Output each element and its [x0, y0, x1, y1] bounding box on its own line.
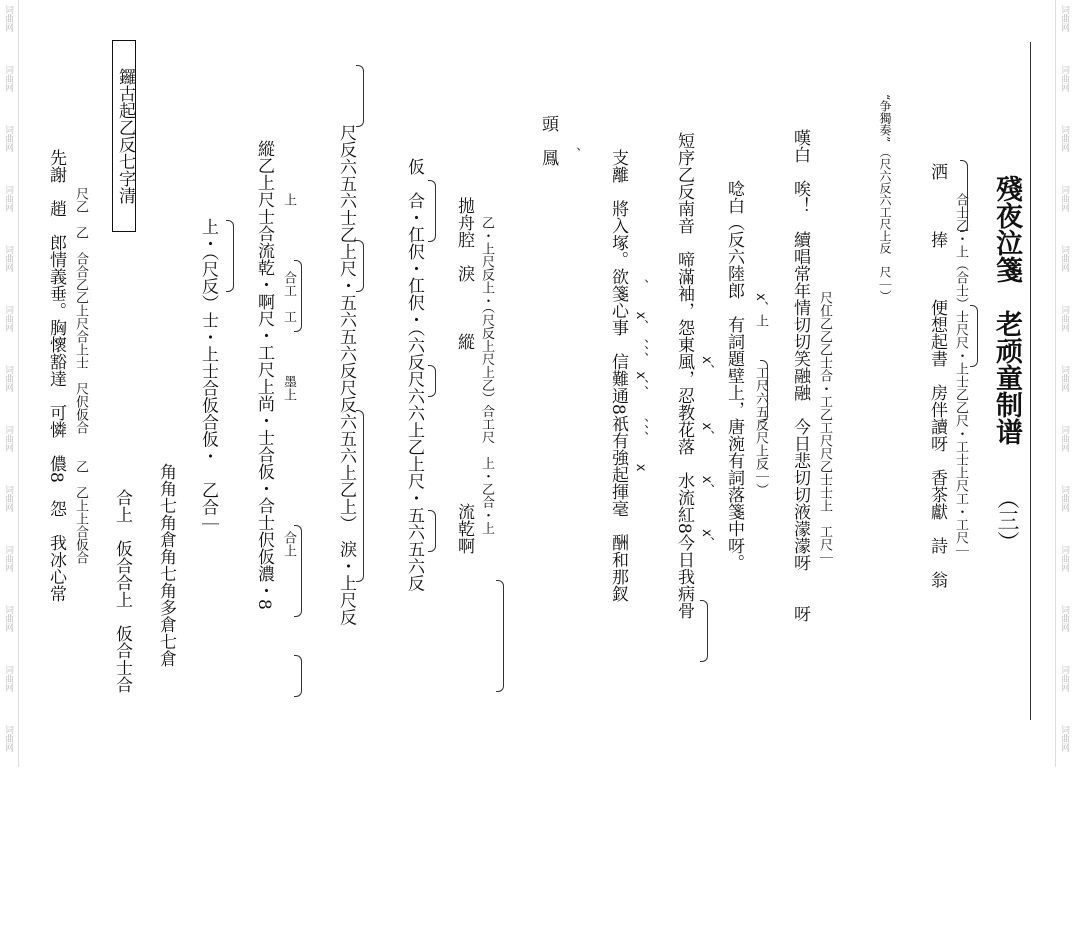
left-margin-strip: 词曲网 词曲网 词曲网 词曲网 词曲网 词曲网 词曲网 词曲网 词曲网 词曲网 词曲网 词曲网 词曲网	[0, 0, 19, 767]
notation-text: 尺乙 乙 合合乙乙上尺合上士 尺伬仮合 乙 乙上上合仮合	[73, 186, 88, 564]
page-title	[990, 110, 1026, 510]
column-text: 鑼古起乙反七字清	[115, 68, 135, 204]
lyric-column-5	[606, 40, 630, 710]
lyric-column-3	[722, 40, 746, 710]
lyric-column-7	[452, 40, 476, 710]
notation-column-10	[276, 40, 296, 710]
notation-text: 尺仜乙乙乙士合・工乙工尺尺乙士士上 工尺｜	[817, 186, 832, 564]
column-text: 唸白（反六陸郎 有詞題壁上，唐涴有詞落箋中呀。	[724, 179, 744, 571]
lyric-column-1	[925, 40, 949, 710]
phrase-bracket	[428, 365, 436, 397]
gongche-text: 角角七角倉角七角多倉七倉	[156, 463, 176, 667]
column-text: 尺反六五六士乙上尺・五六五六反尺反六五六上乙上） 淚・上尺反	[336, 124, 356, 626]
phrase-bracket	[496, 580, 504, 692]
notation-column-6	[560, 40, 580, 240]
title-text: 殘夜泣箋 老顽童制谱	[991, 175, 1022, 445]
notation-column-1	[948, 40, 968, 710]
phrase-bracket	[960, 160, 968, 232]
phrase-bracket	[356, 240, 364, 292]
phrase-bracket	[760, 360, 768, 422]
phrase-bracket	[294, 260, 302, 332]
lyric-column-11	[196, 40, 220, 710]
lyric-column-10	[252, 40, 276, 710]
notation-column-2	[812, 40, 832, 710]
column-text: 先謝 趙 郎情義垂。胸懷豁達 可憐 儂8 怨 我冰心常	[46, 148, 66, 602]
right-margin-strip: 词曲网 词曲网 词曲网 词曲网 词曲网 词曲网 词曲网 词曲网 词曲网 词曲网 词曲网 词曲网 词曲网	[1055, 0, 1074, 767]
column-text: 嘆白 唉！ 續唱常年情切切笑融融 今日悲切切液濛濛呀 呀	[790, 128, 810, 622]
phrase-bracket	[428, 180, 436, 242]
notation-column-5	[628, 40, 648, 710]
notation-column-13	[68, 40, 88, 710]
phrase-bracket	[356, 65, 364, 127]
lyric-column-8	[402, 40, 426, 710]
notation-text: x、上 工尺六五反尺上反｜）	[753, 254, 768, 496]
column-text: 仮 合・仜伬・仜伬・（六反尺六六上乙上尺・五六五六反	[404, 158, 424, 592]
notation-text: 上 合工 工 墨上 合上	[281, 193, 296, 557]
title-rule	[1030, 42, 1031, 720]
prelude-line	[874, 48, 898, 348]
notation-text: 、	[565, 120, 580, 160]
lyric-column-4	[672, 40, 696, 710]
phrase-bracket	[294, 525, 302, 617]
column-text: 頭 鳳	[538, 114, 558, 166]
notation-column-7	[474, 40, 494, 710]
phrase-bracket	[356, 410, 364, 582]
notation-text: 合士乙・上（合士）士尺尺・上士乙乙尺・工士上尺工・工尺｜	[953, 193, 968, 557]
column-text: 縱乙上尺士合流乾・啊尺・工尺上尚・士合仮・合士伬仮濃・8	[254, 140, 274, 610]
lyric-column-13	[44, 40, 68, 710]
lyric-column-9	[334, 40, 358, 710]
phrase-bracket	[428, 510, 436, 552]
part-text: （三）	[994, 487, 1019, 553]
notation-text: x、 x、 x、 x、	[699, 200, 714, 550]
phrase-bracket	[700, 600, 708, 662]
gongche-column-1	[154, 40, 178, 900]
column-text: 上・（尺反）士・上士合仮合仮・ 乙合｜	[198, 217, 218, 533]
lyric-column-2	[788, 40, 812, 710]
column-text: 拋舟腔 淚 縱 流乾啊	[454, 196, 474, 554]
phrase-bracket	[294, 655, 302, 697]
lyric-column-12	[112, 40, 136, 232]
column-text: 洒 捧 便想起書 房伴讀呀 香茶獻 詩 翁	[927, 162, 947, 588]
part-number	[994, 480, 1024, 560]
notation-text: 乙・上尺反上・（尺反上尺上乙）合工尺 上・乙合・上	[479, 215, 494, 535]
gongche-text: 合上 仮合合上 仮合士合	[112, 489, 132, 693]
column-text: 短序乙反南音 啼滿袖，怨東風，忍教花落 水流紅8今日我病骨	[674, 131, 694, 619]
lyric-column-6	[536, 40, 560, 240]
phrase-bracket	[226, 220, 234, 292]
column-text: 支離 將入塚。欲箋心事 信難通8祇有強起揮毫 酬和那釵	[608, 148, 628, 602]
phrase-bracket	[970, 305, 978, 367]
notation-text: 、 x、 、、、 x、、 、、、 x	[633, 278, 648, 472]
prelude-text: “争獨奏” （尺六反六工尺上反 尺｜）	[878, 93, 892, 303]
